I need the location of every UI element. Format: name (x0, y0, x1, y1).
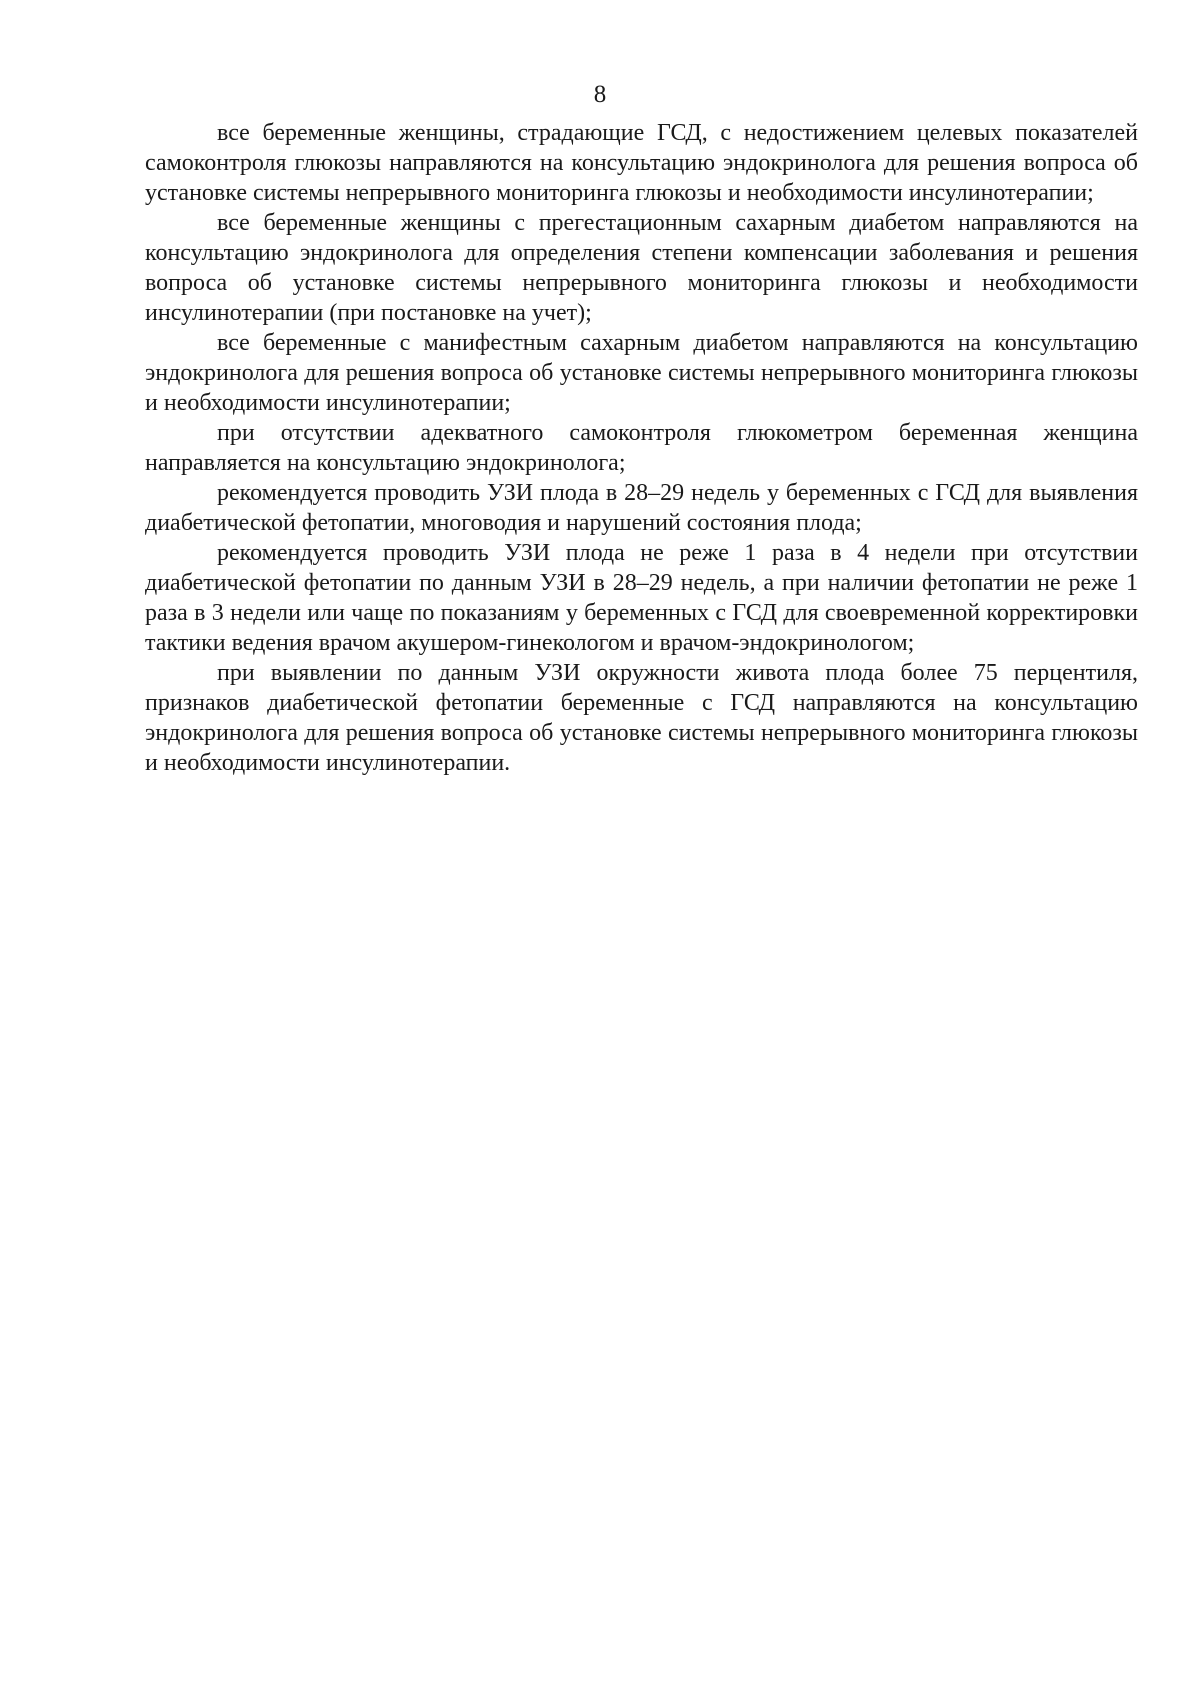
paragraph: все беременные женщины, страдающие ГСД, с недостижением целевых показателей самоконтроля глюкозы направляются на консультацию эндокринолога для решения вопроса об установке системы непрерывного мониторинга глюкозы и необходимости инсулинотерапии; (145, 120, 1138, 206)
paragraph: при выявлении по данным УЗИ окружности живота плода более 75 перцентиля, признаков диабетической фетопатии беременные с ГСД направляются на консультацию эндокринолога для решения вопроса об установке системы непрерывного мониторинга глюкозы и необходимости инсулинотерапии. (145, 660, 1138, 776)
paragraph: при отсутствии адекватного самоконтроля глюкометром беременная женщина направляется на консультацию эндокринолога; (145, 420, 1138, 476)
page-number: 8 (593, 81, 607, 108)
paragraph: все беременные с манифестным сахарным диабетом направляются на консультацию эндокринолога для решения вопроса об установке системы непрерывного мониторинга глюкозы и необходимости инсулинотерапии; (145, 330, 1138, 416)
paragraph: рекомендуется проводить УЗИ плода в 28–29 недель у беременных с ГСД для выявления диабетической фетопатии, многоводия и нарушений состояния плода; (145, 480, 1138, 536)
document-body (145, 118, 1138, 778)
paragraph: рекомендуется проводить УЗИ плода не реже 1 раза в 4 недели при отсутствии диабетической фетопатии по данным УЗИ в 28–29 недель, а при наличии фетопатии не реже 1 раза в 3 недели или чаще по показаниям у беременных с ГСД для своевременной корректировки тактики ведения врачом акушером-гинекологом и врачом-эндокринологом; (145, 540, 1138, 656)
paragraph: все беременные женщины с прегестационным сахарным диабетом направляются на консультацию эндокринолога для определения степени компенсации заболевания и решения вопроса об установке системы непрерывного мониторинга глюкозы и необходимости инсулинотерапии (при постановке на учет); (145, 210, 1138, 326)
